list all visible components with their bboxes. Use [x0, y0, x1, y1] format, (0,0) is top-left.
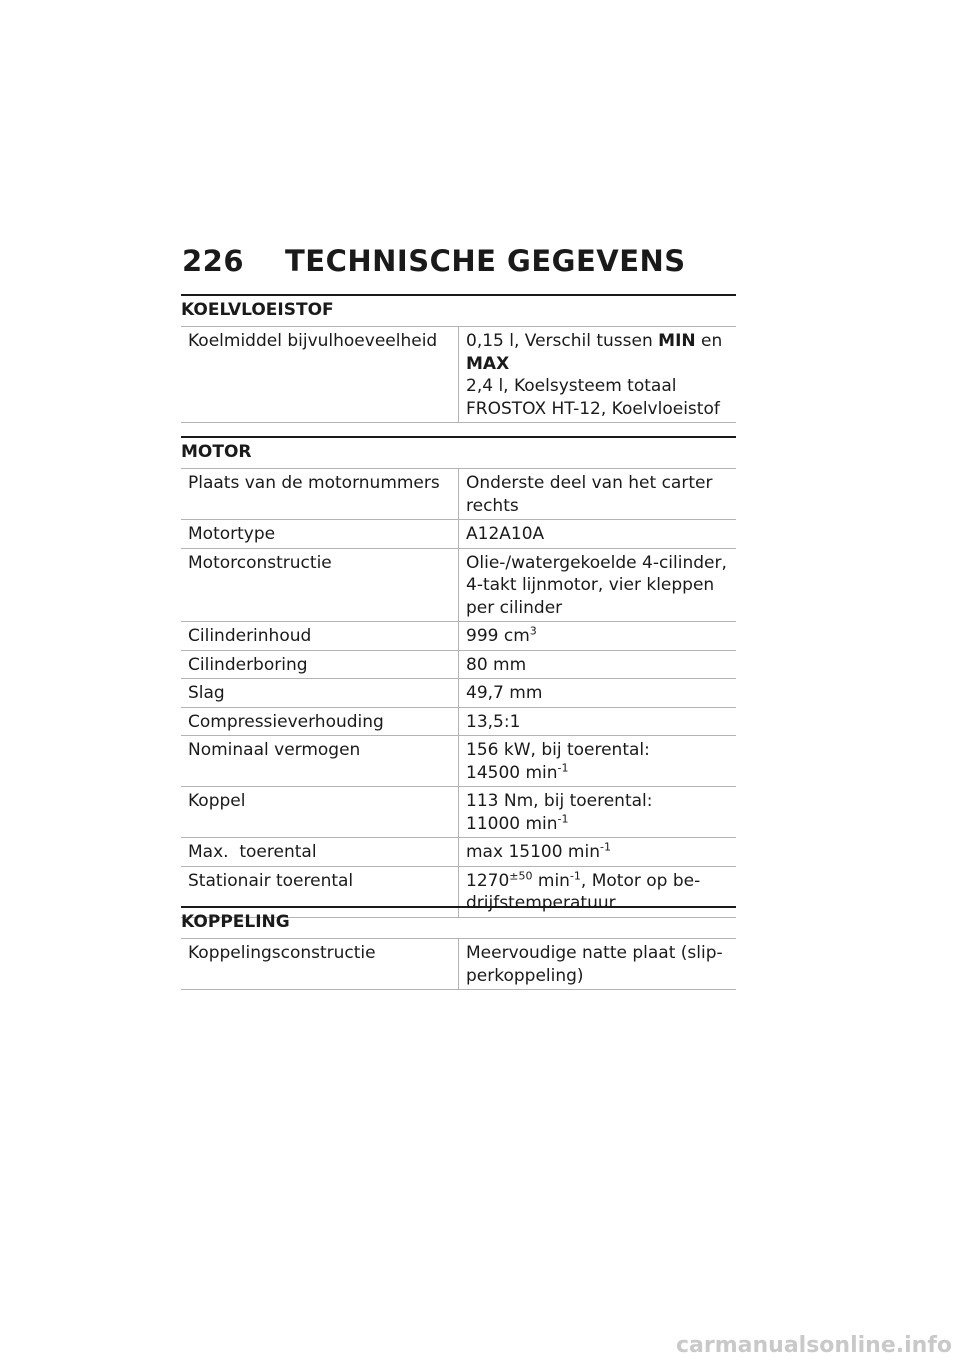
table-row	[181, 548, 736, 622]
row-value	[459, 736, 736, 786]
row-value	[459, 651, 736, 679]
value-text: 49,7 mm	[466, 683, 543, 703]
row-value	[459, 838, 736, 866]
table-row	[181, 326, 736, 423]
value-text: A12A10A	[466, 524, 545, 544]
value-text: 1270	[466, 870, 510, 891]
value-text: 0,15 l, Verschil tussen	[466, 331, 659, 351]
value-text: , Motor op be-	[580, 870, 701, 891]
table-row	[181, 786, 736, 837]
value-text: Olie-/watergekoelde 4-cilinder,	[466, 552, 727, 573]
row-label: Max. toerental	[181, 838, 459, 866]
row-label: Nominaal vermogen	[181, 736, 459, 786]
table-row	[181, 938, 736, 990]
value-text: en	[695, 331, 723, 351]
value-text: 14500 min	[466, 762, 558, 783]
row-value	[459, 469, 736, 519]
table-row	[181, 650, 736, 679]
row-label: Stationair toerental	[181, 867, 459, 917]
section-title: KOPPELING	[181, 912, 290, 932]
value-text: 999 cm	[466, 626, 530, 646]
section-koelvloeistof	[181, 294, 736, 423]
table-row	[181, 468, 736, 519]
row-label: Cilinderboring	[181, 651, 459, 679]
row-value	[459, 520, 736, 548]
value-text: perkoppeling)	[466, 965, 584, 986]
table-row	[181, 678, 736, 707]
value-text: 80 mm	[466, 654, 527, 675]
section-koppeling	[181, 906, 736, 990]
value-text: FROSTOX HT-12, Koelvloeistof	[466, 398, 720, 419]
row-value	[459, 622, 736, 650]
page-title: TECHNISCHE GEGEVENS	[285, 244, 686, 278]
row-label: Compressieverhouding	[181, 708, 459, 736]
value-text: drijfstemperatuur	[466, 893, 616, 913]
row-label: Cilinderinhoud	[181, 622, 459, 650]
superscript: -1	[557, 760, 569, 774]
value-text: 13,5:1	[466, 711, 521, 732]
row-value	[459, 327, 736, 422]
section-title: KOELVLOEISTOF	[181, 300, 334, 320]
row-label: Motortype	[181, 520, 459, 548]
value-bold: MAX	[466, 353, 510, 374]
row-label: Koelmiddel bijvulhoeveelheid	[181, 327, 459, 422]
value-text: min	[532, 870, 570, 891]
value-text: 156 kW, bij toerental:	[466, 740, 650, 760]
row-label: Motorconstructie	[181, 549, 459, 622]
row-value	[459, 939, 736, 989]
superscript: ±50	[509, 868, 533, 882]
value-text: per cilinder	[466, 597, 563, 618]
spec-table	[181, 326, 736, 423]
page-number: 226	[182, 244, 245, 278]
section-motor	[181, 436, 736, 918]
spec-table	[181, 468, 736, 918]
page-header	[182, 244, 686, 278]
value-text: 113 Nm, bij toerental:	[466, 791, 653, 811]
row-label: Slag	[181, 679, 459, 707]
row-value	[459, 679, 736, 707]
superscript: -1	[599, 840, 611, 854]
table-row	[181, 707, 736, 736]
row-label: Koppel	[181, 787, 459, 837]
table-row	[181, 621, 736, 650]
value-bold: MIN	[658, 331, 696, 351]
row-value	[459, 708, 736, 736]
value-text: max 15100 min	[466, 842, 600, 862]
table-row	[181, 519, 736, 548]
value-text: rechts	[466, 495, 519, 516]
row-label: Koppelingsconstructie	[181, 939, 459, 989]
watermark: carmanualsonline.info	[676, 1333, 952, 1358]
value-text: 4-takt lijnmotor, vier kleppen	[466, 575, 715, 595]
value-text: Meervoudige natte plaat (slip-	[466, 943, 723, 963]
superscript: -1	[557, 811, 569, 825]
section-title: MOTOR	[181, 442, 252, 462]
table-row	[181, 735, 736, 786]
value-text: Onderste deel van het carter	[466, 473, 713, 493]
row-value	[459, 787, 736, 837]
spec-table	[181, 938, 736, 990]
table-row	[181, 837, 736, 866]
row-label: Plaats van de motornummers	[181, 469, 459, 519]
value-text: 11000 min	[466, 813, 558, 834]
superscript: -1	[569, 868, 581, 882]
row-value	[459, 549, 736, 622]
value-text: 2,4 l, Koelsysteem totaal	[466, 376, 677, 396]
superscript: 3	[529, 624, 537, 638]
